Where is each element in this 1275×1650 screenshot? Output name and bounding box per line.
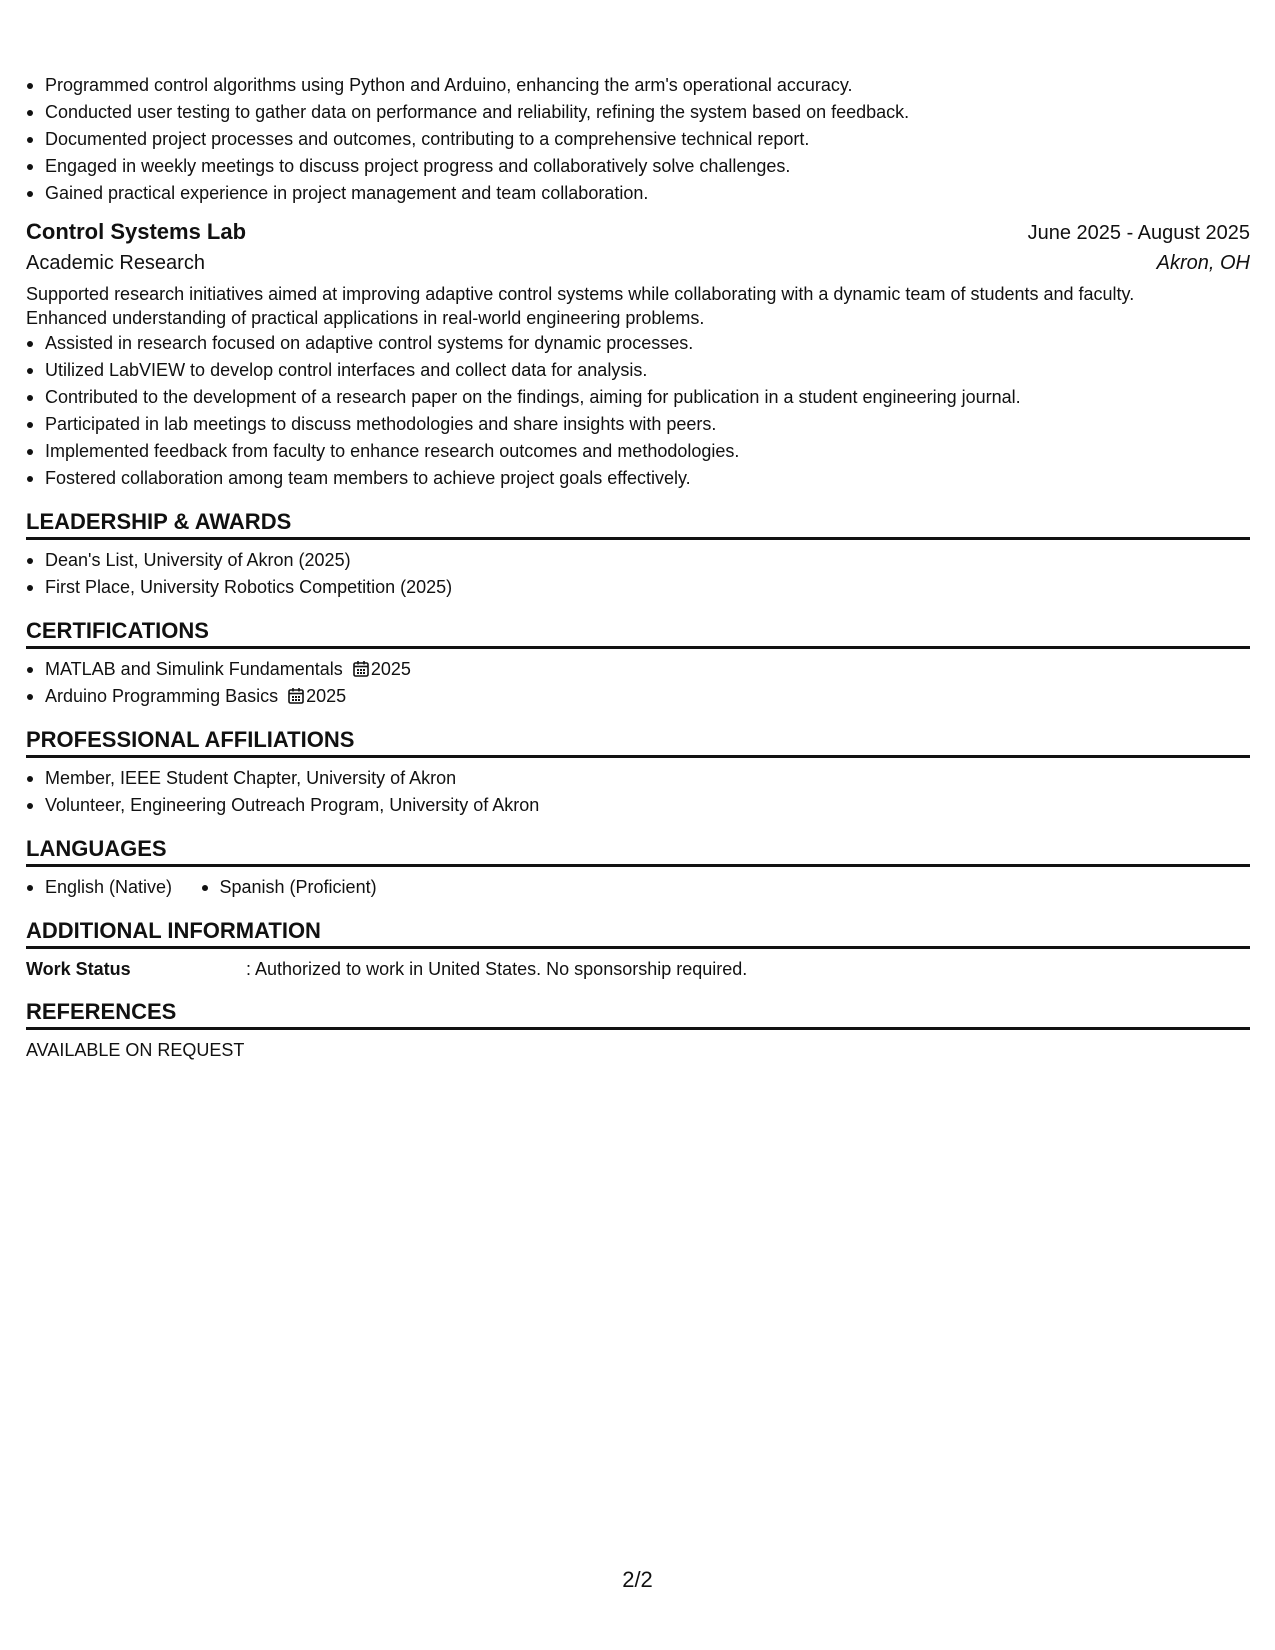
page-number: 2/2 xyxy=(622,1567,653,1592)
list-item: Participated in lab meetings to discuss methodologies and share insights with peers. xyxy=(26,411,1250,438)
resume-page xyxy=(26,72,1250,1063)
certification-year: 2025 xyxy=(370,659,411,679)
references-text: AVAILABLE ON REQUEST xyxy=(26,1040,245,1060)
entry-location: Akron, OH xyxy=(1156,252,1250,274)
certifications-section xyxy=(26,617,1250,710)
section-title: ADDITIONAL INFORMATION xyxy=(26,917,1250,949)
list-item: First Place, University Robotics Competition (2025) xyxy=(26,574,1250,601)
list-item xyxy=(26,683,1250,710)
list-item: Fostered collaboration among team members to achieve project goals effectively. xyxy=(26,465,1250,492)
entry-dates: June 2025 - August 2025 xyxy=(1027,222,1250,244)
summary-line: Enhanced understanding of practical applications in real-world engineering problems. xyxy=(26,308,705,328)
list-item: Dean's List, University of Akron (2025) xyxy=(26,547,1250,574)
certification-year: 2025 xyxy=(306,686,347,706)
summary-line: Supported research initiatives aimed at improving adaptive control systems while collaborating with a dynamic team of students and faculty. xyxy=(26,284,1135,304)
entry-title: Control Systems Lab xyxy=(26,219,247,244)
list-item: Programmed control algorithms using Python and Arduino, enhancing the arm's operational accuracy. xyxy=(26,72,1250,99)
previous-entry-bullets xyxy=(26,72,1250,207)
experience-entry xyxy=(26,217,1250,492)
leadership-section xyxy=(26,508,1250,601)
list-item xyxy=(26,656,1250,683)
certification-name: Arduino Programming Basics xyxy=(45,686,279,706)
calendar-icon xyxy=(353,660,369,677)
work-status-row xyxy=(26,956,1250,982)
section-title: REFERENCES xyxy=(26,998,1250,1030)
affiliations-section xyxy=(26,726,1250,819)
section-title: CERTIFICATIONS xyxy=(26,617,1250,649)
section-title: PROFESSIONAL AFFILIATIONS xyxy=(26,726,1250,758)
list-item: Utilized LabVIEW to develop control interfaces and collect data for analysis. xyxy=(26,357,1250,384)
work-status-label: Work Status xyxy=(26,959,131,979)
list-item: Gained practical experience in project management and team collaboration. xyxy=(26,180,1250,207)
references-section xyxy=(26,998,1250,1063)
entry-bullets xyxy=(26,330,1250,492)
list-item: Documented project processes and outcomes, contributing to a comprehensive technical report. xyxy=(26,126,1250,153)
list-item: Volunteer, Engineering Outreach Program, University of Akron xyxy=(26,792,1250,819)
calendar-icon xyxy=(288,687,304,704)
language-item: English (Native) xyxy=(26,874,172,901)
entry-organization: Academic Research xyxy=(26,252,205,274)
language-item: Spanish (Proficient) xyxy=(201,874,377,901)
list-item: Member, IEEE Student Chapter, University of Akron xyxy=(26,765,1250,792)
list-item: Conducted user testing to gather data on performance and reliability, refining the system based on feedback. xyxy=(26,99,1250,126)
certification-name: MATLAB and Simulink Fundamentals xyxy=(45,659,343,679)
entry-summary xyxy=(26,282,1250,330)
list-item: Assisted in research focused on adaptive control systems for dynamic processes. xyxy=(26,330,1250,357)
languages-section xyxy=(26,835,1250,901)
work-status-value: : Authorized to work in United States. No sponsorship required. xyxy=(246,959,748,979)
list-item: Engaged in weekly meetings to discuss project progress and collaboratively solve challenges. xyxy=(26,153,1250,180)
section-title: LANGUAGES xyxy=(26,835,1250,867)
list-item: Implemented feedback from faculty to enhance research outcomes and methodologies. xyxy=(26,438,1250,465)
section-title: LEADERSHIP & AWARDS xyxy=(26,508,1250,540)
additional-info-section xyxy=(26,917,1250,982)
list-item: Contributed to the development of a research paper on the findings, aiming for publication in a student engineering journal. xyxy=(26,384,1250,411)
